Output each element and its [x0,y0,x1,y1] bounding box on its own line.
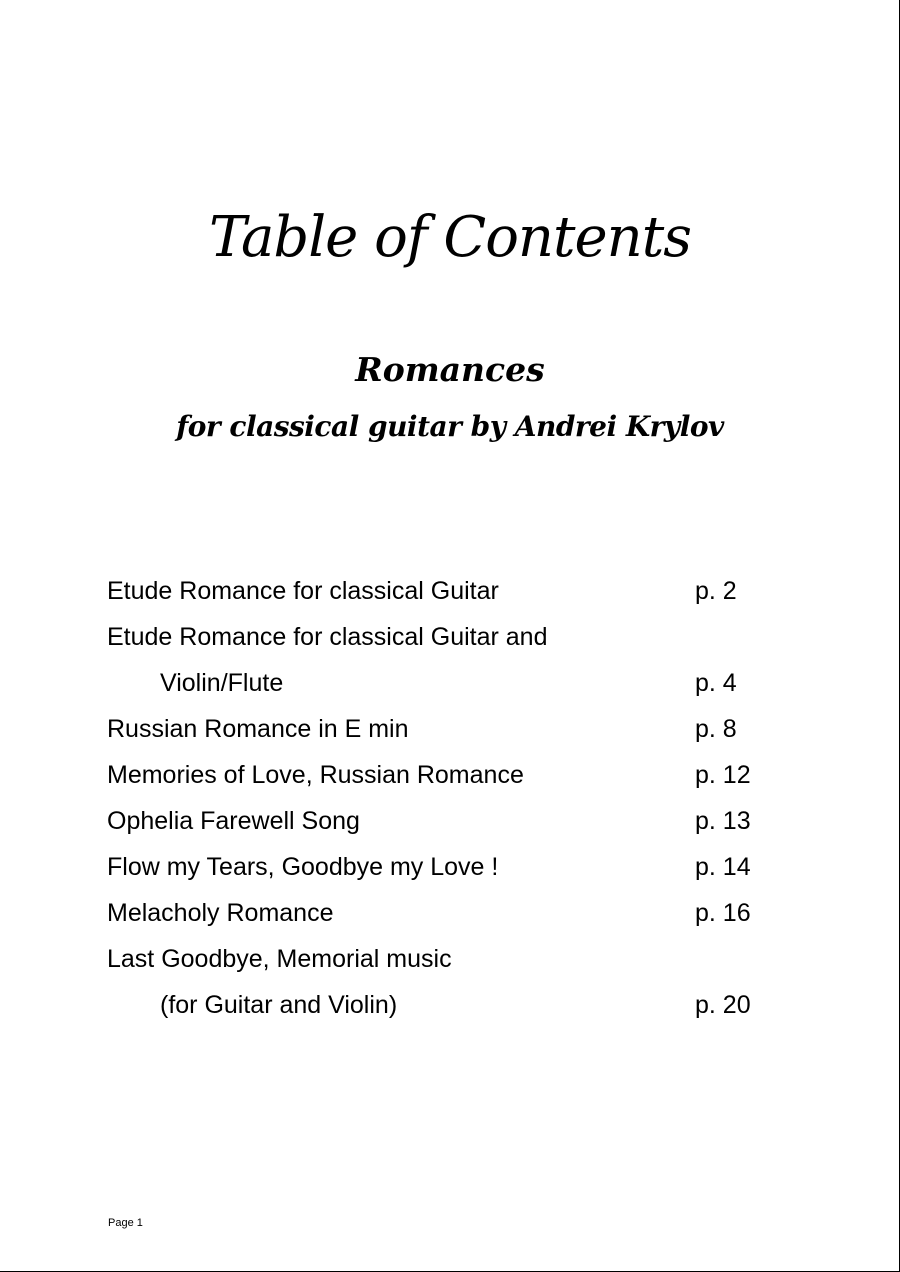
subtitle-author: for classical guitar by Andrei Krylov [176,410,724,443]
toc-entry [107,936,807,982]
toc-entry-title: Violin/Flute [160,669,284,697]
toc-entry-page: p. 2 [695,577,737,605]
toc-entry [107,568,807,614]
toc-entry-page: p. 12 [695,761,751,789]
toc-entry-page: p. 20 [695,991,751,1019]
toc-entry-title: (for Guitar and Violin) [160,991,398,1019]
toc-entry-page: p. 8 [695,715,737,743]
toc-entry-title: Flow my Tears, Goodbye my Love ! [107,853,499,881]
toc-entry-continuation [107,660,807,706]
toc-entry-continuation [107,982,807,1028]
toc-entry-page: p. 13 [695,807,751,835]
page-title: Table of Contents [209,205,691,270]
toc-entry-title: Melacholy Romance [107,899,334,927]
toc-entry-title: Ophelia Farewell Song [107,807,360,835]
toc-entry-title: Russian Romance in E min [107,715,409,743]
toc-entry [107,798,807,844]
toc-entry [107,844,807,890]
toc-entry-page: p. 4 [695,669,737,697]
toc-list [107,568,807,1028]
toc-entry [107,706,807,752]
toc-entry-title: Memories of Love, Russian Romance [107,761,524,789]
toc-entry [107,890,807,936]
toc-entry-page: p. 16 [695,899,751,927]
subtitle-collection: Romances [355,350,545,389]
toc-entry-title: Etude Romance for classical Guitar and [107,623,548,651]
toc-entry-page: p. 14 [695,853,751,881]
toc-entry [107,614,807,660]
toc-entry-title: Etude Romance for classical Guitar [107,577,499,605]
toc-entry [107,752,807,798]
toc-entry-title: Last Goodbye, Memorial music [107,945,452,973]
page-number-footer: Page 1 [108,1217,143,1229]
